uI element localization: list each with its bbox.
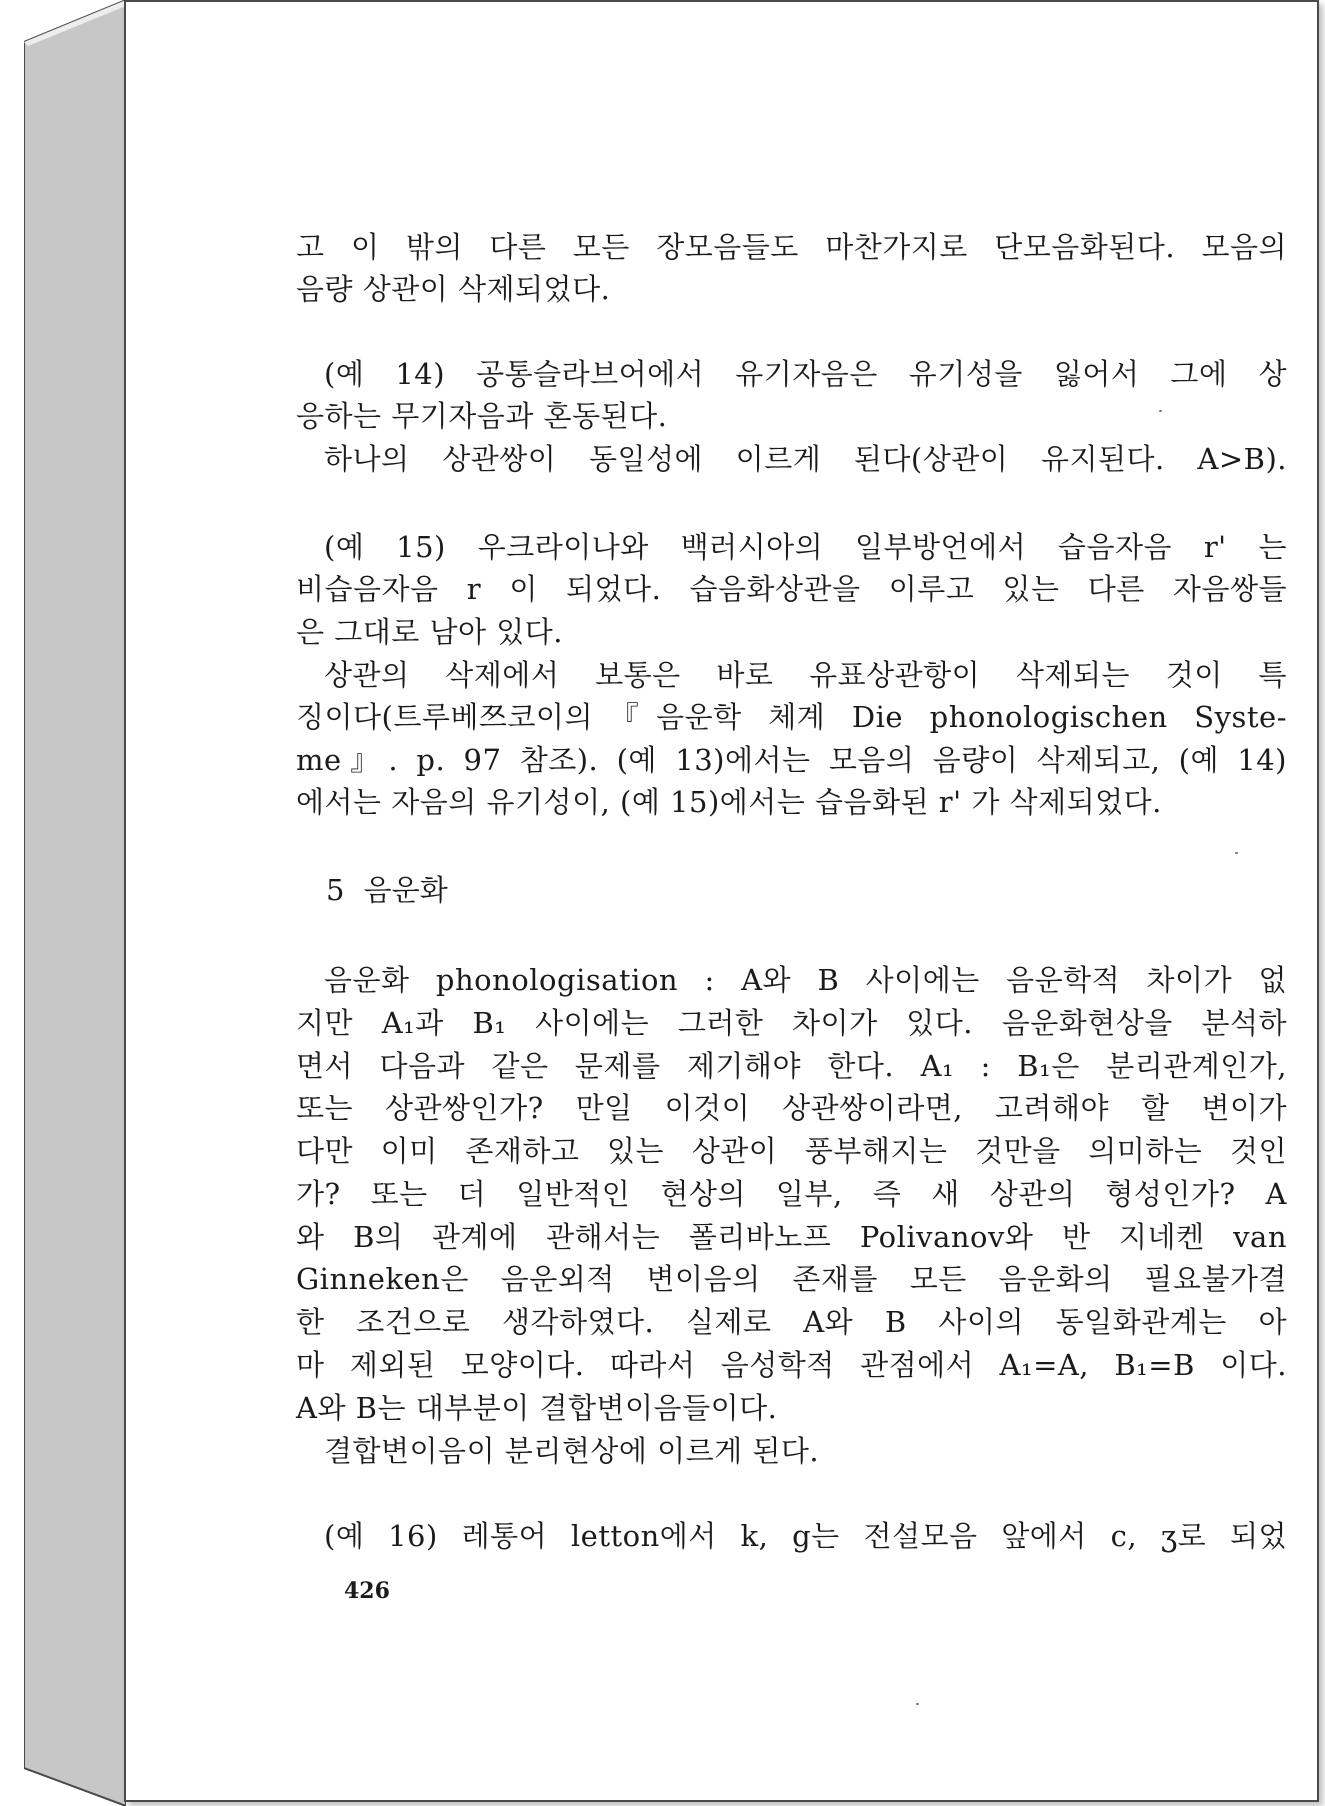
text-line: 마 제외된 모양이다. 따라서 음성학적 관점에서 A₁=A, B₁=B 이다. [296,1348,1287,1382]
book-spine-edge [24,0,126,1806]
text-line: 에서는 자음의 유기성이, (예 15)에서는 습음화된 r' 가 삭제되었다. [296,785,1162,819]
text-line: 고 이 밖의 다른 모든 장모음들도 마찬가지로 단모음화된다. 모음의 [296,230,1287,264]
text-line: 징이다(트루베쯔코이의『음운학 체계 Die phonologischen Syste- [296,700,1287,734]
text-line: me』. p. 97 참조). (예 13)에서는 모음의 음량이 삭제되고, (예 14) [296,743,1287,777]
paper-speck [916,1703,919,1705]
text-line: 은 그대로 남아 있다. [296,615,563,649]
text-line: (예 15) 우크라이나와 백러시아의 일부방언에서 습음자음 r' 는 [324,530,1287,564]
text-line: A와 B는 대부분이 결합변이음들이다. [296,1391,778,1425]
text-line: 다만 이미 존재하고 있는 상관이 풍부해지는 것만을 의미하는 것인 [296,1134,1287,1168]
text-line: 한 조건으로 생각하였다. 실제로 A와 B 사이의 동일화관계는 아 [296,1305,1287,1339]
text-line: 가? 또는 더 일반적인 현상의 일부, 즉 새 상관의 형성인가? A [296,1177,1287,1211]
section-heading [326,870,448,910]
section-title: 음운화 [363,873,448,907]
text-line: (예 16) 레통어 letton에서 k, g는 전설모음 앞에서 c, ʒ로 되었 [324,1519,1287,1553]
spine-side [24,0,126,1806]
text-line: 또는 상관쌍인가? 만일 이것이 상관쌍이라면, 고려해야 할 변이가 [296,1091,1287,1125]
text-line: (예 14) 공통슬라브어에서 유기자음은 유기성을 잃어서 그에 상 [324,357,1287,391]
text-line: 음량 상관이 삭제되었다. [296,272,611,306]
text-line: 결합변이음이 분리현상에 이르게 된다. [324,1434,820,1468]
page-number: 426 [344,1578,390,1604]
text-line: 지만 A₁과 B₁ 사이에는 그러한 차이가 있다. 음운화현상을 분석하 [296,1006,1287,1040]
text-line: 상관의 삭제에서 보통은 바로 유표상관항이 삭제되는 것이 특 [324,658,1287,692]
text-line: 하나의 상관쌍이 동일성에 이르게 된다(상관이 유지된다. A>B). [324,442,1287,476]
text-line: 음운화 phonologisation : A와 B 사이에는 음운학적 차이가 없 [324,963,1287,997]
paper-speck [1159,410,1162,412]
text-line: 와 B의 관계에 관해서는 폴리바노프 Polivanov와 반 지네켄 van [296,1220,1287,1254]
text-line: 면서 다음과 같은 문제를 제기해야 한다. A₁ : B₁은 분리관계인가, [296,1049,1287,1083]
section-number: 5 [326,873,345,907]
paper-speck [1235,852,1238,854]
book-page [124,0,1319,1802]
text-line: 응하는 무기자음과 혼동된다. [296,399,668,433]
text-line: Ginneken은 음운외적 변이음의 존재를 모든 음운화의 필요불가결 [296,1262,1287,1296]
text-line: 비습음자음 r 이 되었다. 습음화상관을 이루고 있는 다른 자음쌍들 [296,572,1287,606]
